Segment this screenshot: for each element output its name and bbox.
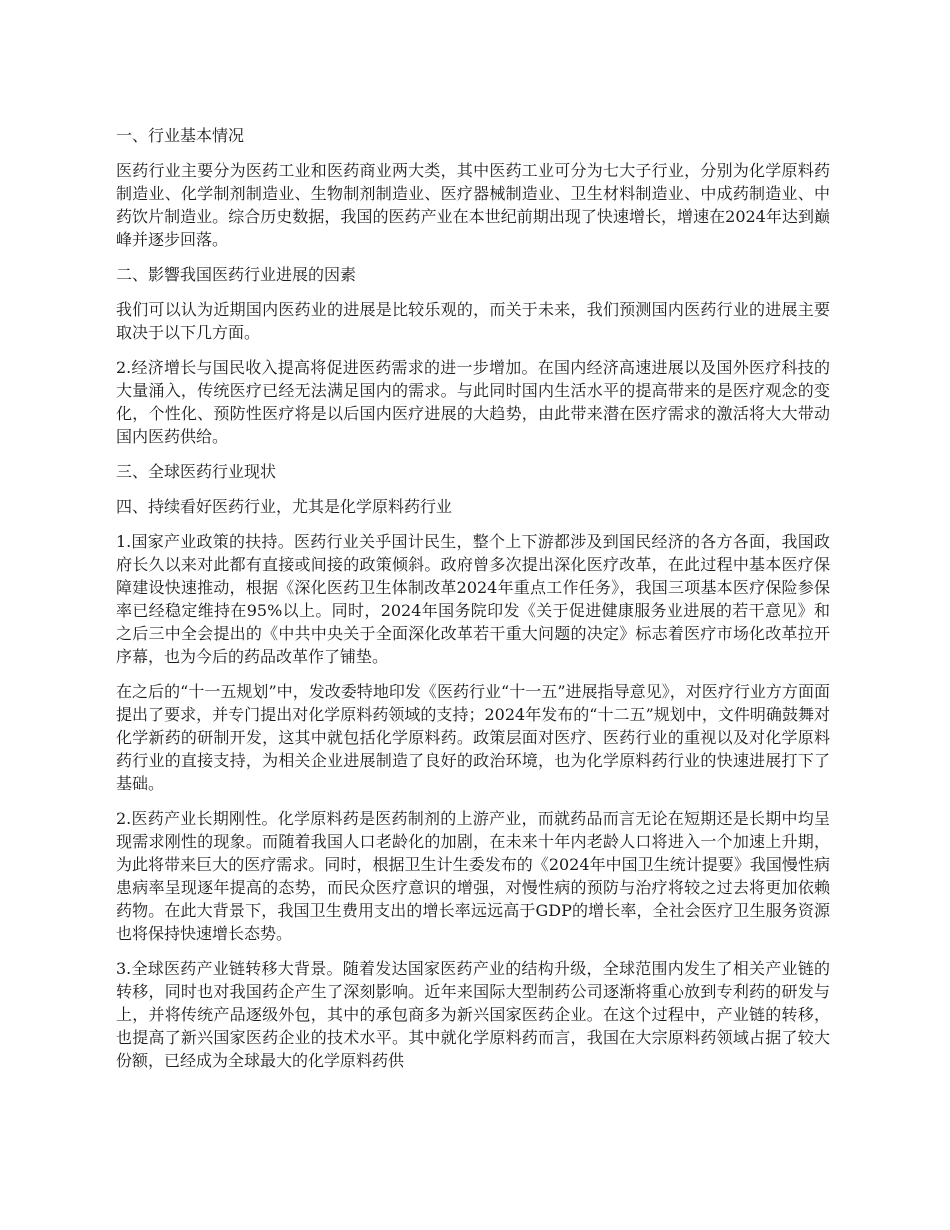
paragraph-global-supply-chain: 3.全球医药产业链转移大背景。随着发达国家医药产业的结构升级，全球范围内发生了相关产业链的转移，同时也对我国药企产生了深刻影响。近年来国际大型制药公司逐渐将重心放到专利药的研发与上，并将传统产品逐级外包，其中的承包商多为新兴国家医药企业。在这个过程中，产业链的转移，也提高了新兴国家医药企业的技术水平。其中就化学原料药而言，我国在大宗原料药领域占据了较大份额，已经成为全球最大的化学原料药供 [116, 959, 830, 1070]
section-heading-global-status: 三、全球医药行业现状 [116, 462, 277, 481]
document-body [116, 124, 830, 1084]
section-heading-bullish-outlook: 四、持续看好医药行业，尤其是化学原料药行业 [116, 497, 453, 516]
paragraph-policy-support: 1.国家产业政策的扶持。医药行业关乎国计民生，整个上下游都涉及到国民经济的各方各面，我国政府长久以来对此都有直接或间接的政策倾斜。政府曾多次提出深化医疗改革，在此过程中基本医疗保障建设快速推动，根据《深化医药卫生体制改革2024年重点工作任务》，我国三项基本医疗保险参保率已经稳定维持在95%以上。同时，2024年国务院印发《关于促进健康服务业进展的若干意见》和之后三中全会提出的《中共中央关于全面深化改革若干重大问题的决定》标志着医疗市场化改革拉开序幕，也为今后的药品改革作了铺垫。 [116, 532, 830, 666]
paragraph-industry-overview: 医药行业主要分为医药工业和医药商业两大类，其中医药工业可分为七大子行业，分别为化学原料药制造业、化学制剂制造业、生物制剂制造业、医疗器械制造业、卫生材料制造业、中成药制造业、中药饮片制造业。综合历史数据，我国的医药产业在本世纪前期出现了快速增长，增速在2024年达到巅峰并逐步回落。 [116, 161, 830, 249]
paragraph-rigid-demand: 2.医药产业长期刚性。化学原料药是医药制剂的上游产业，而就药品而言无论在短期还是长期中均呈现需求刚性的现象。而随着我国人口老龄化的加剧，在未来十年内老龄人口将进入一个加速上升期，为此将带来巨大的医疗需求。同时，根据卫生计生委发布的《2024年中国卫生统计提要》我国慢性病患病率呈现逐年提高的态势，而民众医疗意识的增强，对慢性病的预防与治疗将较之过去将更加依赖药物。在此大背景下，我国卫生费用支出的增长率远远高于GDP的增长率，全社会医疗卫生服务资源也将保持快速增长态势。 [116, 809, 830, 943]
paragraph-outlook: 我们可以认为近期国内医药业的进展是比较乐观的，而关于未来，我们预测国内医药行业的进展主要取决于以下几方面。 [116, 300, 830, 342]
paragraph-five-year-plans: 在之后的“十一五规划”中，发改委特地印发《医药行业“十一五”进展指导意见》，对医疗行业方方面面提出了要求，并专门提出对化学原料药领域的支持；2024年发布的“十二五”规划中，文件明确鼓舞对化学新药的研制开发，这其中就包括化学原料药。政策层面对医疗、医药行业的重视以及对化学原料药行业的直接支持，为相关企业进展制造了良好的政治环境，也为化学原料药行业的快速进展打下了基础。 [116, 682, 830, 793]
section-heading-basic-situation: 一、行业基本情况 [116, 126, 245, 145]
paragraph-economic-growth: 2.经济增长与国民收入提高将促进医药需求的进一步增加。在国内经济高速进展以及国外医疗科技的大量涌入，传统医疗已经无法满足国内的需求。与此同时国内生活水平的提高带来的是医疗观念的变化，个性化、预防性医疗将是以后国内医疗进展的大趋势，由此带来潜在医疗需求的激活将大大带动国内医药供给。 [116, 358, 830, 446]
section-heading-influencing-factors: 二、影響我国医药行业进展的因素 [116, 265, 357, 284]
